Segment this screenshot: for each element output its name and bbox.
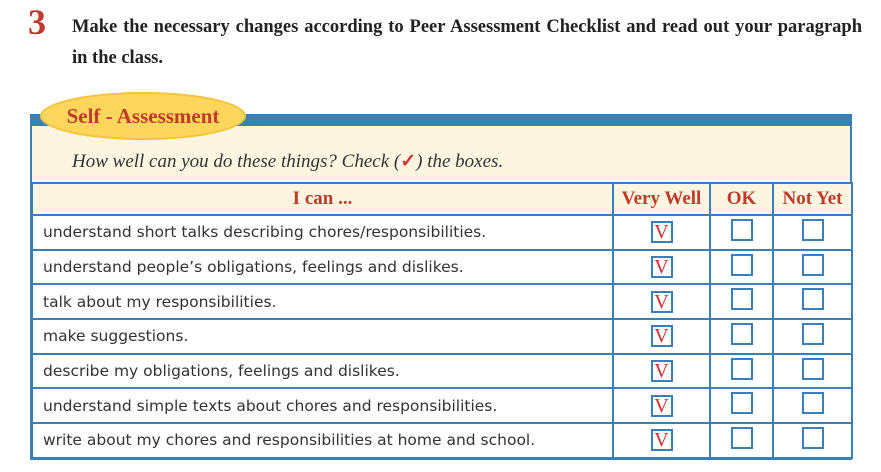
very-well-checkbox[interactable]: V <box>651 429 673 451</box>
not-yet-cell <box>773 423 852 458</box>
not-yet-cell <box>773 250 852 285</box>
ok-cell <box>710 319 773 354</box>
not-yet-cell <box>773 215 852 250</box>
not-yet-cell <box>773 354 852 389</box>
ok-cell <box>710 250 773 285</box>
very-well-cell <box>613 250 710 285</box>
very-well-checkbox[interactable]: V <box>651 256 673 278</box>
self-assessment-title: Self - Assessment <box>66 103 220 128</box>
not-yet-checkbox[interactable] <box>802 358 824 380</box>
not-yet-checkbox[interactable] <box>802 427 824 449</box>
very-well-checkbox[interactable]: V <box>651 325 673 347</box>
ok-checkbox[interactable] <box>731 427 753 449</box>
question-text-end: ) the boxes. <box>416 151 504 172</box>
very-well-cell <box>613 284 710 319</box>
can-do-statement: describe my obligations, feelings and dislikes. <box>32 354 613 389</box>
task-instruction: Make the necessary changes according to Peer Assessment Checklist and read out your paragraph in the class. <box>72 17 862 68</box>
very-well-cell <box>613 319 710 354</box>
ok-cell <box>710 423 773 458</box>
ok-checkbox[interactable] <box>731 392 753 414</box>
very-well-cell <box>613 215 710 250</box>
very-well-checkbox[interactable]: V <box>651 360 673 382</box>
can-do-statement: understand people’s obligations, feelings and dislikes. <box>32 250 613 285</box>
can-do-statement: understand simple texts about chores and responsibilities. <box>32 388 613 423</box>
table-row <box>32 215 852 250</box>
not-yet-checkbox[interactable] <box>802 254 824 276</box>
not-yet-cell <box>773 388 852 423</box>
question-text-start: How well can you do these things? Check ( <box>72 151 401 172</box>
very-well-cell <box>613 423 710 458</box>
very-well-cell <box>613 354 710 389</box>
can-do-statement: write about my chores and responsibilities at home and school. <box>32 423 613 458</box>
ok-checkbox[interactable] <box>731 323 753 345</box>
table-row <box>32 423 852 458</box>
not-yet-cell <box>773 284 852 319</box>
not-yet-checkbox[interactable] <box>802 288 824 310</box>
ok-checkbox[interactable] <box>731 358 753 380</box>
ok-cell <box>710 388 773 423</box>
very-well-checkbox[interactable]: V <box>651 395 673 417</box>
table-row <box>32 250 852 285</box>
not-yet-cell <box>773 319 852 354</box>
very-well-checkbox[interactable]: V <box>651 221 673 243</box>
table-row <box>32 354 852 389</box>
column-header-very-well: Very Well <box>613 183 710 215</box>
ok-checkbox[interactable] <box>731 219 753 241</box>
task-number: 3 <box>28 2 46 42</box>
table-header-row <box>32 183 852 215</box>
ok-cell <box>710 354 773 389</box>
ok-cell <box>710 284 773 319</box>
ok-cell <box>710 215 773 250</box>
not-yet-checkbox[interactable] <box>802 219 824 241</box>
very-well-cell <box>613 388 710 423</box>
not-yet-checkbox[interactable] <box>802 323 824 345</box>
column-header-not-yet: Not Yet <box>773 183 852 215</box>
can-do-statement: understand short talks describing chores/responsibilities. <box>32 215 613 250</box>
can-do-statement: talk about my responsibilities. <box>32 284 613 319</box>
can-do-statement: make suggestions. <box>32 319 613 354</box>
assessment-table <box>31 182 853 459</box>
table-row <box>32 319 852 354</box>
column-header-ok: OK <box>710 183 773 215</box>
assessment-question <box>72 150 503 173</box>
ok-checkbox[interactable] <box>731 288 753 310</box>
table-row <box>32 388 852 423</box>
not-yet-checkbox[interactable] <box>802 392 824 414</box>
ok-checkbox[interactable] <box>731 254 753 276</box>
check-mark-icon: ✓ <box>400 151 417 172</box>
column-header-i-can: I can ... <box>32 183 613 215</box>
very-well-checkbox[interactable]: V <box>651 291 673 313</box>
table-row <box>32 284 852 319</box>
